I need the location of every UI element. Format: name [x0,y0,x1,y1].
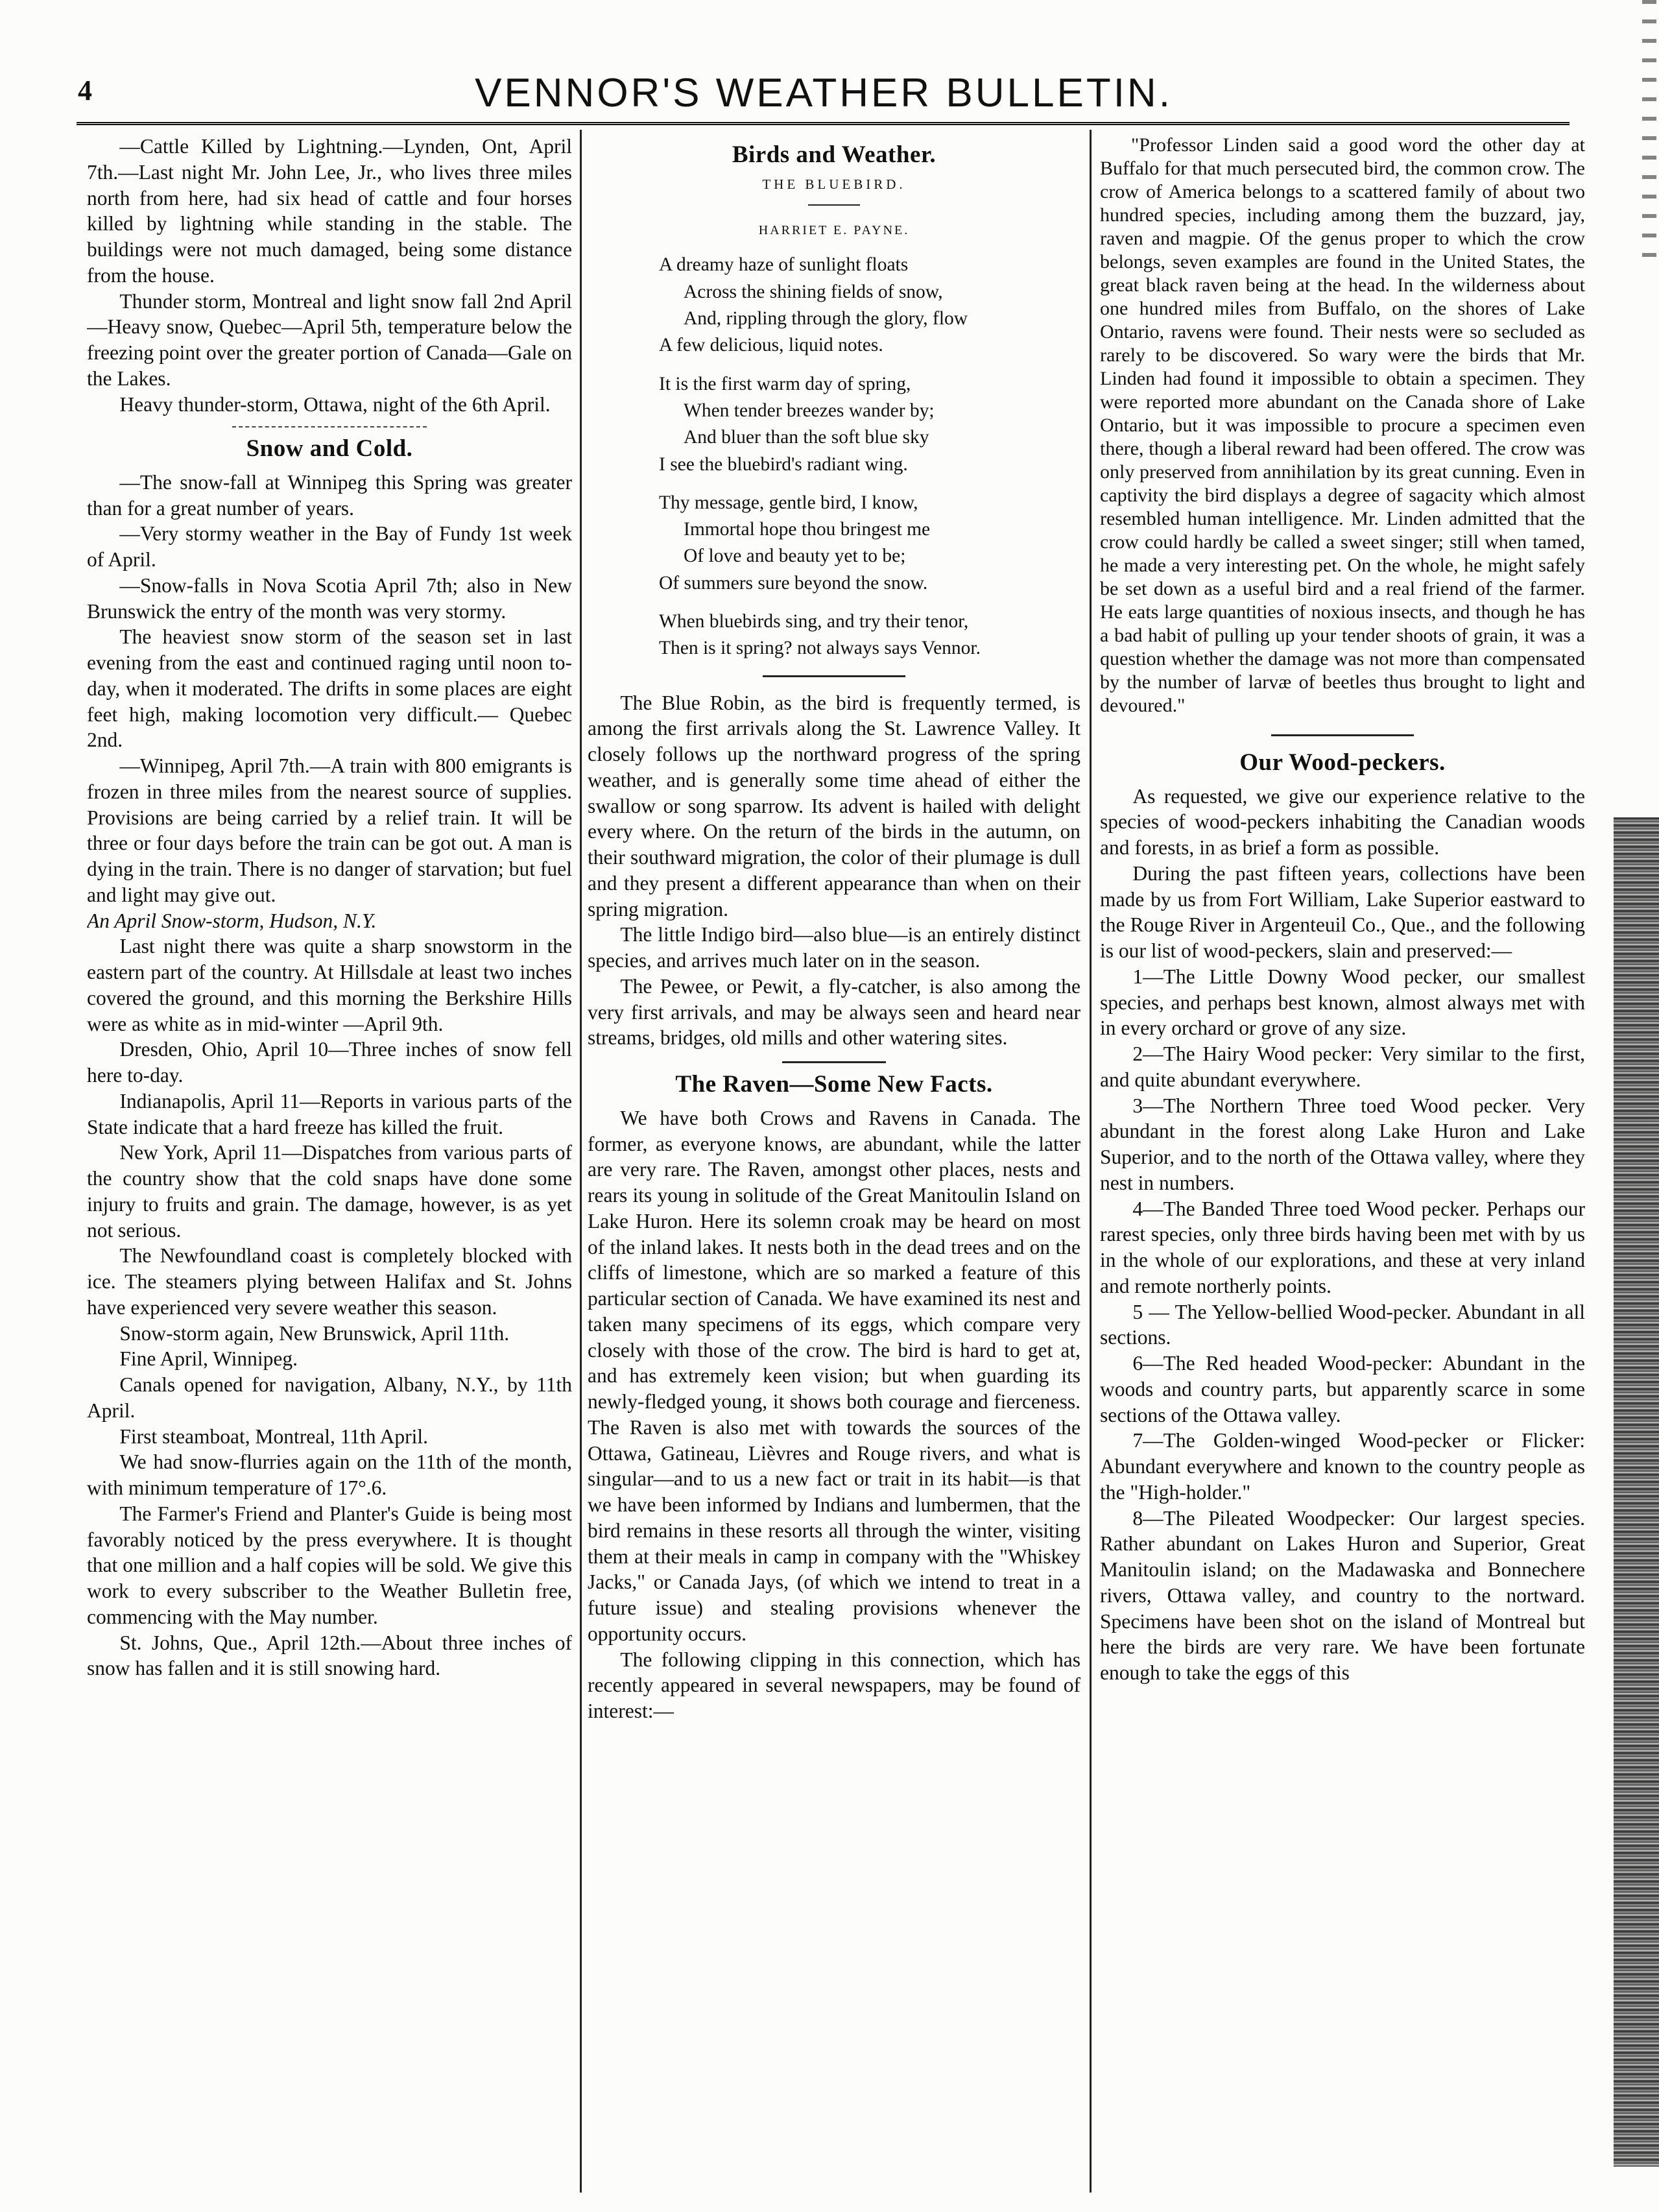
poem-stanza [659,371,1080,478]
article-paragraph: The heaviest snow storm of the season set in last evening from the east and continued raging until noon to-day, when it moderated. The drifts in some places are eight feet high, making locomotion very difficult.— Quebec 2nd. [87,625,572,752]
article-paragraph: New York, April 11—Dispatches from various parts of the country show that the cold snaps have done some injury to fruits and grain. The damage, however, is as yet not serious. [87,1141,572,1242]
poem-stanza [659,490,1080,597]
column-divider [580,130,582,2193]
masthead-title: VENNOR'S WEATHER BULLETIN. [475,71,1173,115]
article-paragraph: —The snow-fall at Winnipeg this Spring was greater than for a great number of years. [87,470,572,520]
section-rule [1271,734,1414,736]
list-item: 1—The Little Downy Wood pecker, our smallest species, and perhaps best known, almost always met with in every orchard or grove of any size. [1100,965,1585,1040]
article-paragraph: —Winnipeg, April 7th.—A train with 800 emigrants is frozen in three miles from the nearest source of supplies. Provisions are being carried by a relief train. It will be three or four days before the train can be got out. A man is dying in the train. There is no danger of starvation; but fuel and light may give out. [87,754,572,906]
list-item: 5 — The Yellow-bellied Wood-pecker. Abundant in all sections. [1100,1300,1585,1349]
poem-line: Then is it spring? not always says Vennor. [659,638,981,659]
article-paragraph: The Blue Robin, as the bird is frequently termed, is among the first arrivals along the St. Lawrence Valley. It closely follows up the northward progress of the spring weather, and is generally some time ahead of either the swallow or song sparrow. Its advent is hailed with delight every where. On the return of the birds in the autumn, on their southward migration, the color of their plumage is dull and they present a different appearance than when on their spring migration. [588,691,1080,920]
poem-author: HARRIET E. PAYNE. [758,223,910,238]
scan-edge-artifact [1614,817,1659,2167]
list-item: 4—The Banded Three toed Wood pecker. Perhaps our rarest species, only three birds having been met with by us in the whole of our explorations, and these at very inland and remote northerly points. [1100,1197,1585,1297]
article-paragraph: Thunder storm, Montreal and light snow fall 2nd April—Heavy snow, Quebec—April 5th, temperature below the freezing point over the greater portion of Canada—Gale on the Lakes. [87,289,572,390]
page-number: 4 [78,75,92,106]
poem-line: When tender breezes wander by; [684,400,935,421]
list-item: 8—The Pileated Woodpecker: Our largest species. Rather abundant on Lakes Huron and Superior, Great Manitoulin island; on the Madawaska and Bonnechere rivers, Ottawa valley, and country to the nortward. Specimens have been shot on the island of Montreal but here the birds are very rare. We have been fortunate enough to take the eggs of this [1100,1506,1585,1685]
article-dateline: An April Snow-storm, Hudson, N.Y. [87,909,377,932]
article-paragraph: During the past fifteen years, collections have been made by us from Fort William, Lake Superior eastward to the Rouge River in Argenteuil Co., Que., and the following is our list of wood-peckers, slain and preserved:— [1100,861,1585,963]
article-paragraph: The little Indigo bird—also blue—is an entirely distinct species, and arrives much later on in the season. [588,923,1080,972]
article-paragraph: Last night there was quite a sharp snowstorm in the eastern part of the country. At Hillsdale at least two inches covered the ground, and this morning the Berkshire Hills were as white as in mid-winter —April 9th. [87,935,572,1035]
poem-line: Of love and beauty yet to be; [684,546,906,567]
poem-line: Thy message, gentle bird, I know, [659,492,918,513]
article-paragraph: First steamboat, Montreal, 11th April. [119,1425,429,1448]
column-2 [588,134,1080,2158]
article-paragraph: We had snow-flurries again on the 11th of the month, with minimum temperature of 17°.6. [87,1450,572,1500]
poem-stanza [659,252,1080,359]
list-item: 7—The Golden-winged Wood-pecker or Flicker: Abundant everywhere and known to the country people as the "High-holder." [1100,1429,1585,1504]
quoted-clipping: "Professor Linden said a good word the other day at Buffalo for that much persecuted bird, the common crow. The crow of America belongs to a scattered family of about two hundred species, including among them the buzzard, jay, raven and magpie. Of the genus proper to which the crow belongs, seven examples are found in the United States, the great black raven being at the head. In the wilderness about one hundred miles from Buffalo, on the shores of Lake Ontario, ravens were found. Their nests were so secluded as rarely to be discovered. So wary were the birds that Mr. Linden had found it impossible to obtain a specimen. They were reported more abundant on the Canada shore of Lake Ontario, but it was impossible to procure a specimen even there, though a liberal reward had been offered. The crow was only preserved from annihilation by its great cunning. Even in captivity the bird displays a degree of sagacity which almost resembled human intelligence. Mr. Linden admitted that the crow could hardly be called a sweet singer; still when tamed, he made a very interesting pet. On the whole, he might safely be set down as a useful bird and a real friend of the farmer. He eats large quantities of noxious insects, and though he has a bad habit of pulling up your tender shoots of grain, it was a question whether the damage was not more than compensated by the number of larvæ of beetles thus brought to light and devoured." [1100,134,1585,716]
poem-line: It is the first warm day of spring, [659,373,911,394]
article-paragraph: Indianapolis, April 11—Reports in various parts of the State indicate that a hard freeze has killed the fruit. [87,1089,572,1138]
list-item: 3—The Northern Three toed Wood pecker. Very abundant in the forest along Lake Huron and Lake Superior, and to the north of the Ottawa valley, where they nest in numbers. [1100,1094,1585,1194]
poem-line: A few delicious, liquid notes. [659,335,883,356]
poem-line: And, rippling through the glory, flow [684,308,968,330]
article-paragraph: The Newfoundland coast is completely blocked with ice. The steamers plying between Halifax and St. Johns have experienced very severe weather this season. [87,1244,572,1319]
list-item: 6—The Red headed Wood-pecker: Abundant in the woods and country parts, but apparently scarce in some sections of the Ottawa valley. [1100,1352,1585,1426]
column-1 [87,134,572,2158]
poem-title: THE BLUEBIRD. [762,176,906,192]
article-paragraph: Heavy thunder-storm, Ottawa, night of the 6th April. [119,392,551,416]
article-paragraph: —Snow-falls in Nova Scotia April 7th; also in New Brunswick the entry of the month was very stormy. [87,573,572,623]
article-paragraph: As requested, we give our experience relative to the species of wood-peckers inhabiting the Canadian woods and forests, in as brief a form as possible. [1100,784,1585,860]
heading-wood-peckers: Our Wood-peckers. [1239,749,1446,776]
article-paragraph: The Pewee, or Pewit, a fly-catcher, is also among the very first arrivals, and may be always seen and heard near streams, bridges, old mills and other watering sites. [588,974,1080,1050]
article-paragraph: Canals opened for navigation, Albany, N.Y., by 11th April. [87,1373,572,1422]
column-divider [1090,130,1092,2193]
section-rule [232,426,427,427]
article-paragraph: Fine April, Winnipeg. [119,1347,298,1371]
heading-raven: The Raven—Some New Facts. [675,1071,993,1098]
masthead-rule [77,122,1569,125]
section-rule [782,1061,886,1063]
column-3 [1100,134,1585,2158]
scan-edge-artifact [1642,0,1656,259]
section-rule [763,675,905,677]
article-paragraph: The Farmer's Friend and Planter's Guide is being most favorably noticed by the press everywhere. It is thought that one million and a half copies will be sold. We give this work to every subscriber to the Weather Bulletin free, commencing with the May number. [87,1502,572,1628]
article-paragraph: The following clipping in this connection, which has recently appeared in several newspapers, may be found of interest:— [588,1648,1080,1723]
poem-line: When bluebirds sing, and try their tenor, [659,610,969,632]
poem-stanza [659,608,1080,662]
article-paragraph: —Cattle Killed by Lightning.—Lynden, Ont, April 7th.—Last night Mr. John Lee, Jr., who lives three miles north from here, had six head of cattle and four horses killed by lightning while standing in the stable. The buildings were not much damaged, being some distance from the house. [87,135,572,287]
section-rule [808,204,860,206]
article-paragraph: —Very stormy weather in the Bay of Fundy 1st week of April. [87,522,572,571]
heading-snow-and-cold: Snow and Cold. [246,435,413,463]
poem-line: I see the bluebird's radiant wing. [659,453,908,475]
article-paragraph: Dresden, Ohio, April 10—Three inches of snow fell here to-day. [87,1038,572,1087]
article-paragraph: St. Johns, Que., April 12th.—About three inches of snow has fallen and it is still snowing hard. [87,1631,572,1680]
poem-line: Across the shining fields of snow, [684,281,943,302]
article-paragraph: Snow-storm again, New Brunswick, April 11th. [119,1321,510,1345]
poem-line: A dreamy haze of sunlight floats [659,254,909,276]
heading-birds-and-weather: Birds and Weather. [732,141,937,168]
poem-line: Of summers sure beyond the snow. [659,572,928,594]
list-item: 2—The Hairy Wood pecker: Very similar to the first, and quite abundant everywhere. [1100,1042,1585,1091]
poem [588,252,1080,662]
article-paragraph: We have both Crows and Ravens in Canada. The former, as everyone knows, are abundant, while the latter are very rare. The Raven, amongst other places, nests and rears its young in solitude of the Great Manitoulin Island on Lake Huron. Here its solemn croak may be heard on most of the inland lakes. It nests both in the dead trees and on the cliffs of limestone, which are so marked a feature of this particular section of Canada. We have examined its nest and taken many specimens of its eggs, which compare very closely with those of the crow. The bird is hard to get at, and has extremely keen vision; but when guarding its newly-fledged young, it shows both courage and fierceness. The Raven is also met with towards the sources of the Ottawa, Gatineau, Lièvres and Rouge rivers, and what is singular—and to us a new fact or trait in its habit—is that we have been informed by Indians and lumbermen, that the bird remains in these resorts all through the winter, visiting them at their meals in camp in company with the "Whiskey Jacks," or Canada Jays, (of which we intend to treat in a future issue) and stealing provisions whenever the opportunity occurs. [588,1106,1080,1645]
page-header [78,70,1569,122]
poem-line: Immortal hope thou bringest me [684,519,931,540]
poem-line: And bluer than the soft blue sky [684,427,929,448]
